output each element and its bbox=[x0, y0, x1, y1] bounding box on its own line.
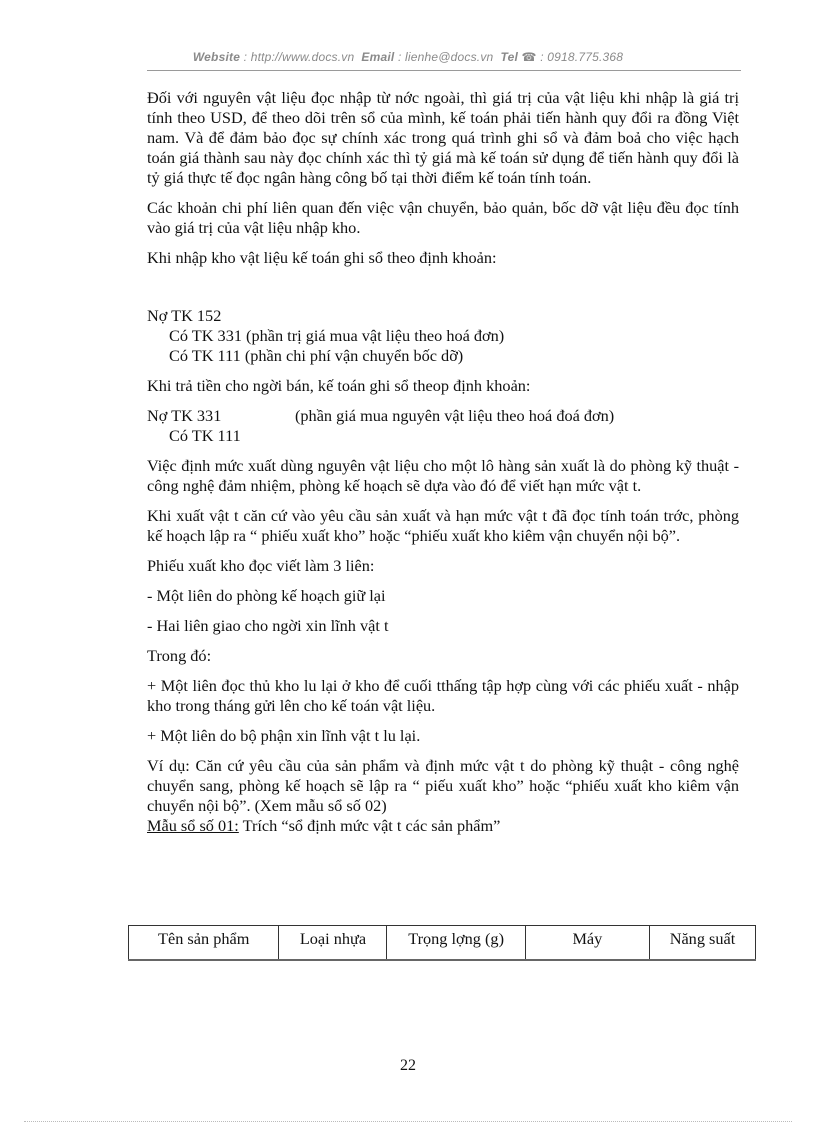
page-number: 22 bbox=[400, 1057, 416, 1074]
website-label: Website bbox=[192, 50, 241, 64]
table-header-cell: Máy bbox=[525, 926, 649, 961]
table-header-cell: Trọng lợng (g) bbox=[387, 926, 525, 961]
paragraph-import-materials: Đối với nguyên vật liệu đọc nhập từ nớc ngoài, thì giá trị của vật liệu khi nhập là giá trị tính theo USD, để theo dõi trên sổ của mình, kế toán phải tiến hành quy đổi ra đồng Việt nam. Và để đảm bảo đọc sự chính xác trong quá trình ghi sổ và đảm boả cho việc hạch toán giá thành sau này đọc chính xác thì tỷ giá mà kế toán sử dụng để tiến hành quy đổi là tỷ giá thực tế đọc ngân hàng công bố tại thời điểm kế toán tính toán. bbox=[147, 88, 739, 187]
footer-divider bbox=[24, 1121, 792, 1122]
paragraph-transport-costs: Các khoản chi phí liên quan đến việc vận chuyển, bảo quản, bốc dỡ vật liệu đều đọc tính vào giá trị của vật liệu nhập kho. bbox=[147, 198, 739, 237]
paragraph-issue: Khi xuất vật t căn cứ vào yêu cầu sản xuất và hạn mức vật t đã đọc tính toán trớc, phòng kế hoạch lập ra “ phiếu xuất kho” hoặc “phiếu xuất kho kiêm vận chuyển nội bộ”. bbox=[147, 506, 739, 545]
entry1-debit: Nợ TK 152 bbox=[147, 306, 222, 325]
norms-table bbox=[128, 925, 756, 961]
entry1-credit-1: Có TK 331 (phần trị giá mua vật liệu theo hoá đơn) bbox=[169, 326, 505, 345]
list-item: - Một liên do phòng kế hoạch giữ lại bbox=[147, 586, 386, 605]
website-link[interactable]: : http://www.docs.vn bbox=[243, 50, 355, 64]
entry2-credit: Có TK 111 bbox=[169, 426, 241, 445]
list-item: + Một liên do bộ phận xin lĩnh vật t lu lại. bbox=[147, 726, 421, 745]
entry2-note: (phần giá mua nguyên vật liệu theo hoá đoá đơn) bbox=[295, 406, 615, 425]
header-divider bbox=[147, 70, 741, 71]
sample-label: Mẫu sổ số 01: bbox=[147, 816, 239, 835]
table-header-cell: Tên sản phẩm bbox=[129, 926, 279, 961]
tel-value: : 0918.775.368 bbox=[540, 50, 624, 64]
paragraph-copies: Phiếu xuất kho đọc viết làm 3 liên: bbox=[147, 556, 375, 575]
entry1-credit-2: Có TK 111 (phần chi phí vận chuyển bốc dỡ) bbox=[169, 346, 464, 365]
tel-label: Tel ☎ bbox=[500, 50, 537, 64]
paragraph-entry-intro: Khi nhập kho vật liệu kế toán ghi sổ theo định khoản: bbox=[147, 248, 497, 267]
paragraph-norms: Việc định mức xuất dùng nguyên vật liệu cho một lô hàng sản xuất là do phòng kỹ thuật - công nghệ đảm nhiệm, phòng kế hoạch sẽ dựa vào đó để viết hạn mức vật t. bbox=[147, 456, 739, 495]
email-link[interactable]: : lienhe@docs.vn bbox=[397, 50, 494, 64]
sample-title-text: Trích “sổ định mức vật t các sản phẩm” bbox=[238, 816, 501, 835]
page-header bbox=[0, 50, 816, 64]
document-body bbox=[147, 88, 739, 836]
entry2-debit: Nợ TK 331 bbox=[147, 406, 222, 425]
list-item: - Hai liên giao cho ngời xin lĩnh vật t bbox=[147, 616, 389, 635]
table-header-cell: Năng suất bbox=[649, 926, 755, 961]
table-header-row bbox=[129, 926, 756, 961]
entry2-debit-row bbox=[147, 406, 739, 426]
sample-title bbox=[147, 816, 739, 836]
paragraph-payment-intro: Khi trả tiền cho ngời bán, kế toán ghi sổ theop định khoản: bbox=[147, 376, 531, 395]
list-item: + Một liên đọc thủ kho lu lại ở kho để cuối tthấng tập hợp cùng với các phiếu xuất - nhập kho trong tháng gửi lên cho kế toán vật liệu. bbox=[147, 676, 739, 715]
paragraph-in-which: Trong đó: bbox=[147, 646, 212, 665]
table-header-cell: Loại nhựa bbox=[279, 926, 387, 961]
paragraph-example: Ví dụ: Căn cứ yêu cầu của sản phẩm và định mức vật t do phòng kỹ thuật - công nghệ chuyển sang, phòng kế hoạch sẽ lập ra “ piếu xuất kho” hoặc “phiếu xuất kho kiêm vận chuyển nội bộ”. (Xem mẫu sổ số 02) bbox=[147, 756, 739, 815]
email-label: Email bbox=[361, 50, 395, 64]
